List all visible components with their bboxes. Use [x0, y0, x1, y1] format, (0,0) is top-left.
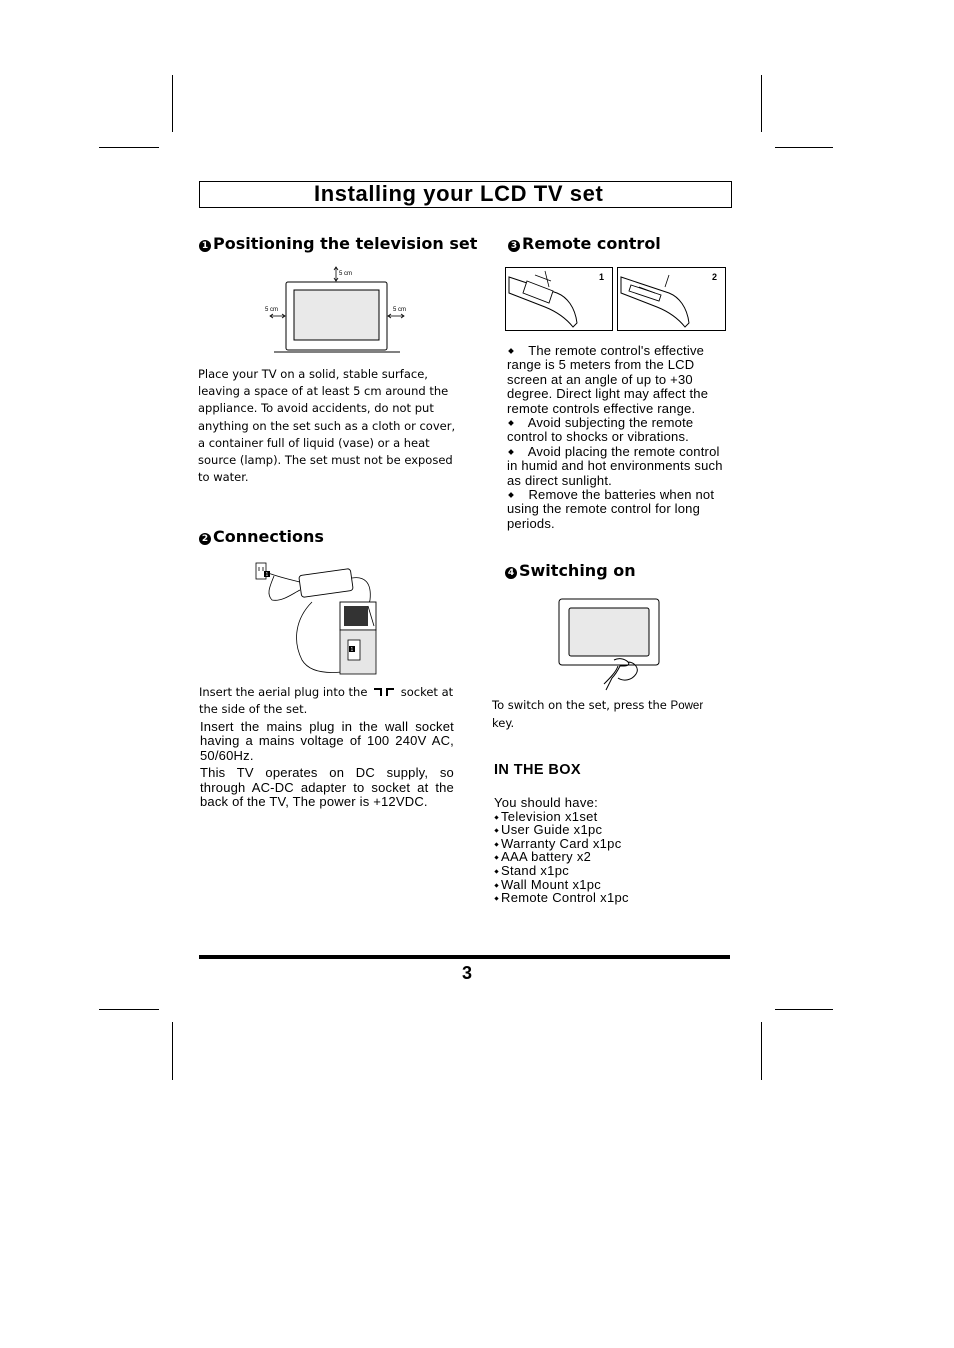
list-item-text: User Guide x1pc	[501, 822, 603, 838]
section-number: 3	[508, 240, 520, 252]
crop-mark	[761, 1022, 762, 1080]
clearance-left-label: 5 cm	[265, 307, 279, 313]
list-item-text: Stand x1pc	[501, 862, 570, 878]
crop-mark	[172, 75, 173, 132]
heading-text: Switching on	[519, 561, 636, 580]
remote-note	[507, 344, 725, 416]
page-number: 3	[462, 963, 473, 983]
list-item	[494, 823, 629, 837]
footer-rule	[199, 955, 730, 959]
connections-diagram	[252, 560, 382, 678]
clearance-top-label: 5 cm	[339, 271, 353, 277]
list-item	[494, 864, 629, 878]
list-item	[494, 891, 629, 905]
dc-supply-text: This TV operates on DC supply, so through AC-DC adapter to socket at the back of the TV, The power is +12VDC.	[200, 765, 454, 810]
mains-text: Insert the mains plug in the wall socket having a mains voltage of 100 240V AC, 50/60Hz.	[200, 719, 454, 763]
switch-on-diagram	[558, 598, 662, 694]
crop-mark	[99, 1009, 159, 1010]
bullet-icon	[508, 348, 514, 354]
aerial-socket-icon	[373, 687, 395, 697]
bullet-icon	[508, 420, 514, 426]
list-item-text: Warranty Card x1pc	[501, 835, 622, 851]
remote-control-notes	[507, 344, 725, 531]
bullet-icon	[494, 897, 498, 901]
aerial-text	[199, 684, 461, 718]
remote-note-text: Avoid placing the remote control in humid and hot environments such as direct sunlight.	[507, 443, 723, 488]
section-connections-heading	[199, 527, 324, 546]
remote-note	[507, 488, 725, 531]
bullet-icon	[494, 842, 498, 846]
section-switching-heading	[505, 561, 636, 580]
crop-mark	[775, 1009, 833, 1010]
remote-note	[507, 445, 725, 488]
section-number: 1	[199, 240, 211, 252]
in-the-box-intro: You should have:	[494, 795, 599, 810]
remote-note-text: The remote control's effective range is 5 meters from the LCD screen at an angle of up to +30 degree. Direct light may affect the remote controls effective range.	[507, 343, 709, 416]
power-key-label: Power	[670, 700, 704, 712]
bullet-icon	[494, 815, 498, 819]
switch-on-text-end: key.	[492, 716, 515, 731]
heading-text: Connections	[213, 527, 324, 546]
section-number: 4	[505, 567, 517, 579]
positioning-text: Place your TV on a solid, stable surface, leaving a space of at least 5 cm around the appliance. To avoid accidents, do not put anything on the set such as a cloth or cover, a container full of liquid (vase) or a heat source (lamp). The set must not be exposed to water.	[198, 367, 456, 485]
step-label: 1	[350, 647, 354, 653]
remote-note-text: Avoid subjecting the remote control to shocks or vibrations.	[507, 415, 694, 445]
heading-text: Remote control	[522, 234, 661, 253]
aerial-text-start: Insert the aerial plug into the	[199, 685, 368, 699]
heading-text: Positioning the television set	[213, 234, 478, 253]
in-the-box-list	[494, 796, 629, 905]
tv-clearance-diagram	[262, 264, 412, 356]
bullet-icon	[508, 492, 514, 498]
page-title-box	[199, 181, 732, 208]
remote-note-text: Remove the batteries when not using the remote control for long periods.	[507, 487, 715, 531]
list-item-text: AAA battery x2	[501, 849, 592, 865]
crop-mark	[99, 147, 159, 148]
remote-battery-diagram-1	[505, 267, 613, 331]
list-item-text: Remote Control x1pc	[501, 890, 629, 906]
image-label: 2	[712, 272, 718, 282]
list-item	[494, 878, 629, 892]
list-item	[494, 810, 629, 824]
switch-on-text	[492, 697, 722, 732]
list-item-text: Television x1set	[501, 808, 598, 824]
section-positioning-heading	[199, 234, 477, 253]
crop-mark	[172, 1022, 173, 1080]
bullet-icon	[494, 869, 498, 873]
bullet-icon	[494, 829, 498, 833]
bullet-icon	[494, 856, 498, 860]
list-item	[494, 850, 629, 864]
section-remote-heading	[508, 234, 661, 253]
aerial-text-end: socket at the side of the set.	[199, 685, 454, 717]
in-the-box-heading: IN THE BOX	[494, 762, 581, 778]
remote-note	[507, 416, 725, 445]
crop-mark	[761, 75, 762, 132]
remote-battery-diagram-2	[617, 267, 726, 331]
clearance-right-label: 5 cm	[393, 307, 407, 313]
image-label: 1	[599, 272, 605, 282]
step-label: 1	[265, 572, 269, 578]
bullet-icon	[508, 449, 514, 455]
list-item-text: Wall Mount x1pc	[501, 876, 602, 892]
section-number: 2	[199, 533, 211, 545]
bullet-icon	[494, 883, 498, 887]
list-item	[494, 837, 629, 851]
connections-text	[200, 720, 454, 809]
page-title: Installing your LCD TV set	[314, 181, 604, 206]
switch-on-text-start: To switch on the set, press the	[492, 698, 667, 712]
crop-mark	[775, 147, 833, 148]
